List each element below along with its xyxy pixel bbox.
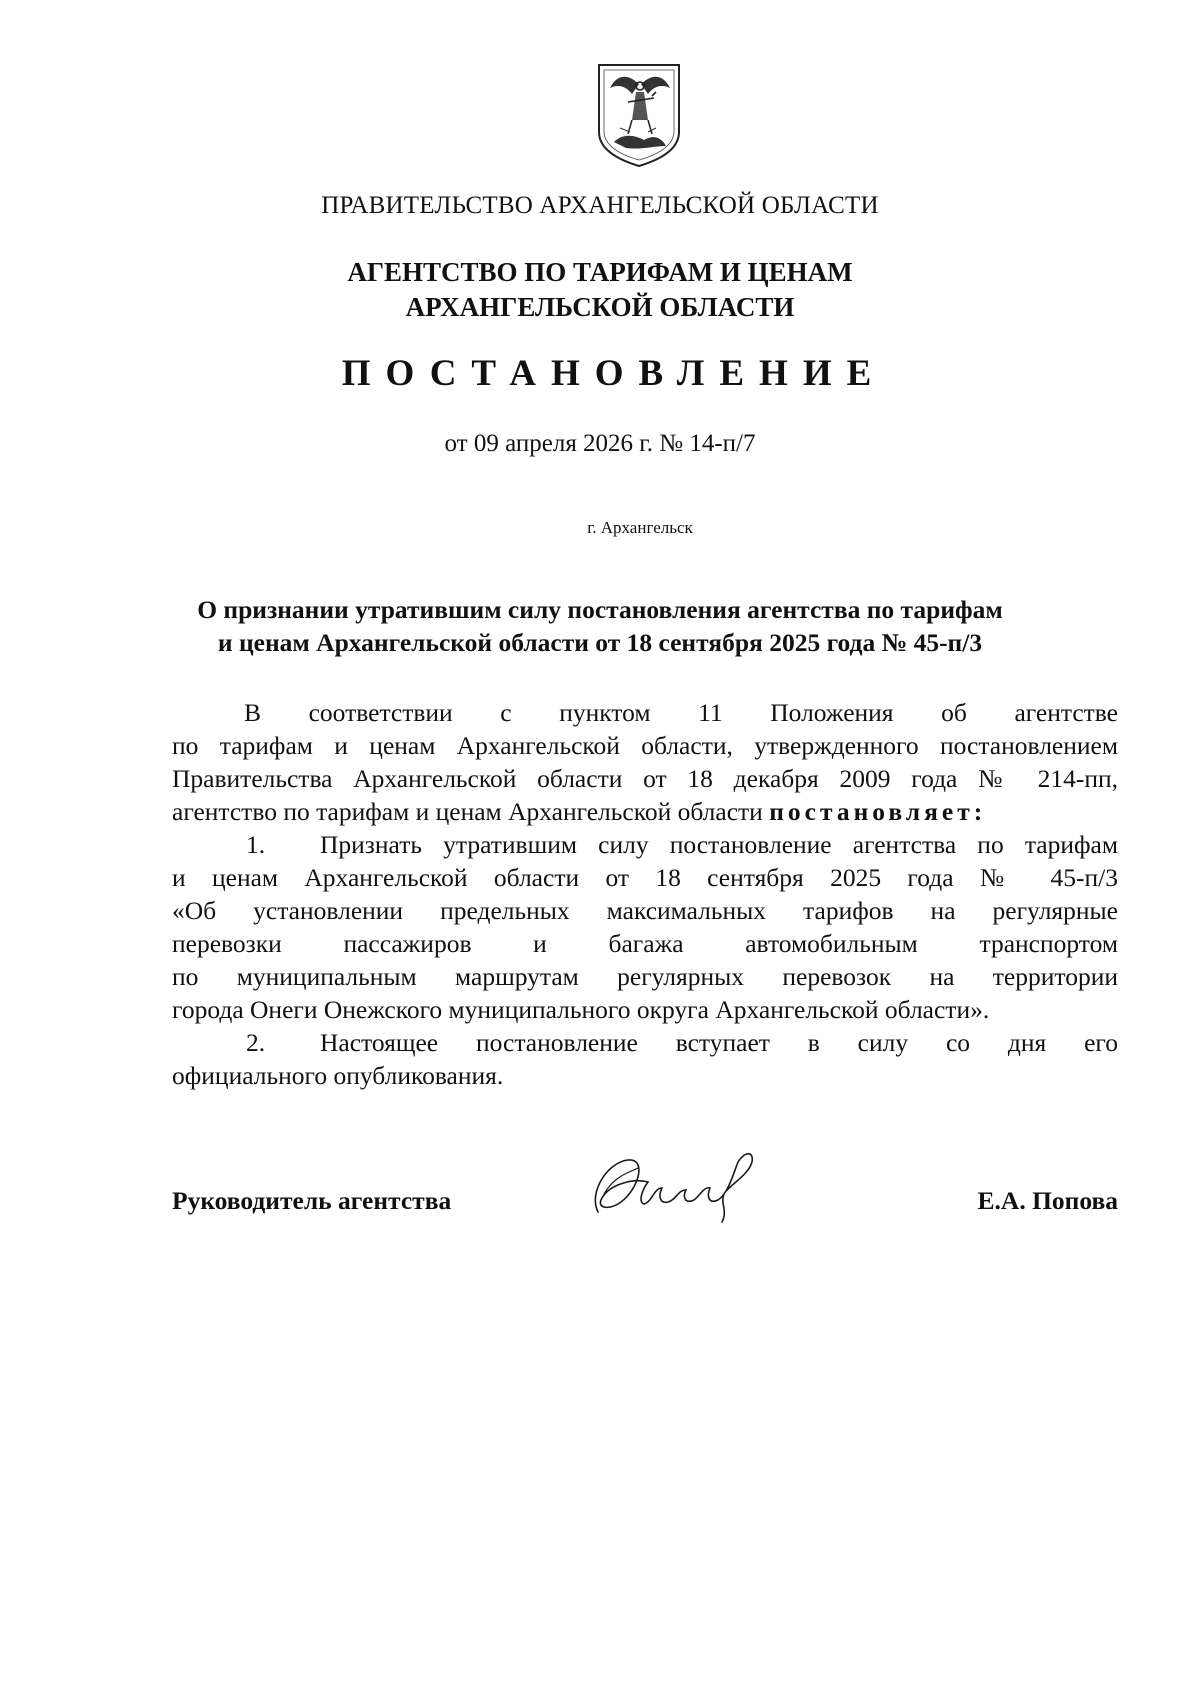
- item-1-line-3: «Об установлении предельных максимальных тарифов на регулярные: [172, 896, 1118, 925]
- item-1-number: 1.: [246, 830, 266, 859]
- handwritten-signature: [578, 1132, 778, 1232]
- preamble-line-4-text: агентство по тарифам и ценам Архангельской области: [172, 797, 770, 826]
- resolves-keyword: постановляет:: [769, 797, 987, 826]
- document-body: [172, 696, 1118, 1092]
- preamble-line-1: В соответствии с пунктом 11 Положения об агентстве: [244, 698, 1118, 727]
- preamble-line-4: [172, 795, 1118, 828]
- subject-line-1: О признании утратившим силу постановления агентства по тарифам: [197, 595, 1003, 624]
- document-type-title: ПОСТАНОВЛЕНИЕ: [341, 353, 887, 394]
- preamble-line-2: по тарифам и ценам Архангельской области, утвержденного постановлением: [172, 731, 1118, 760]
- item-2-line-2: официального опубликования.: [172, 1061, 504, 1090]
- signatory-position: Руководитель агентства: [172, 1186, 452, 1215]
- item-1-line-6: города Онеги Онежского муниципального округа Архангельской области».: [172, 995, 990, 1024]
- item-1-line-2: и ценам Архангельской области от 18 сентября 2025 года № 45-п/3: [172, 863, 1118, 892]
- item-1-line-1: [172, 828, 1118, 861]
- item-2-line-1-text: Настоящее постановление вступает в силу со дня его: [320, 1028, 1118, 1057]
- document-city: г. Архангельск: [587, 518, 693, 537]
- subject-line-2: и ценам Архангельской области от 18 сентября 2025 года № 45-п/3: [217, 628, 983, 657]
- item-2-line-1: [172, 1026, 1118, 1059]
- agency-name: [0, 255, 1200, 325]
- item-2-number: 2.: [246, 1028, 266, 1057]
- coat-of-arms-emblem: [596, 62, 682, 168]
- document-date-number: от 09 апреля 2026 г. № 14-п/7: [444, 430, 756, 457]
- document-subject: [0, 593, 1200, 659]
- government-name: ПРАВИТЕЛЬСТВО АРХАНГЕЛЬСКОЙ ОБЛАСТИ: [321, 192, 879, 219]
- preamble-line-3: Правительства Архангельской области от 18 декабря 2009 года № 214-пп,: [172, 764, 1118, 793]
- item-1-line-4: перевозки пассажиров и багажа автомобильным транспортом: [172, 929, 1118, 958]
- item-1-line-1-text: Признать утратившим силу постановление агентства по тарифам: [320, 830, 1118, 859]
- agency-name-line-2: АРХАНГЕЛЬСКОЙ ОБЛАСТИ: [405, 292, 795, 322]
- agency-name-line-1: АГЕНТСТВО ПО ТАРИФАМ И ЦЕНАМ: [347, 257, 853, 287]
- signatory-name: Е.А. Попова: [977, 1186, 1118, 1215]
- item-1-line-5: по муниципальным маршрутам регулярных перевозок на территории: [172, 962, 1118, 991]
